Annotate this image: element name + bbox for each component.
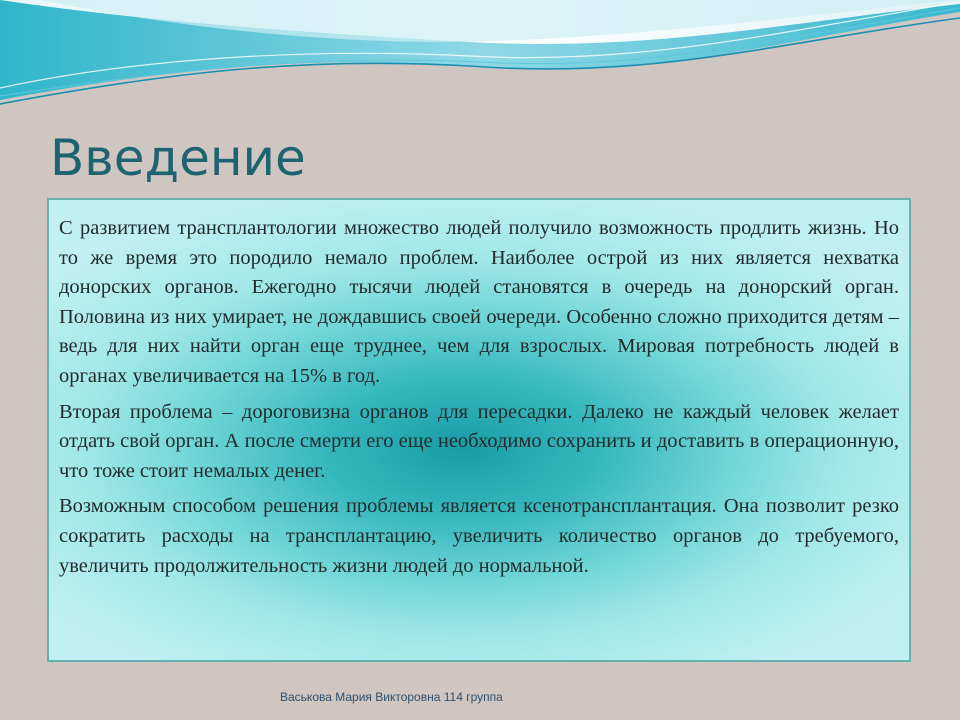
slide-title: Введение — [50, 129, 306, 187]
wave-decoration — [0, 0, 960, 120]
footer-author: Васькова Мария Викторовна 114 группа — [280, 690, 503, 704]
paragraph-1: С развитием трансплантологии множество людей получило возможность продлить жизнь. Но то же время это породило немало проблем. Наиболее острой из них является нехватка донорских органов. Ежегодно тысячи людей становятся в очередь на донорский орган. Половина из них умирает, не дождавшись своей очереди. Особенно сложно приходится детям – ведь для них найти орган еще труднее, чем для взрослых. Мировая потребность людей в органах увеличивается на 15% в год. — [59, 217, 899, 387]
paragraph-3: Возможным способом решения проблемы является ксенотрансплантация. Она позволит резко сократить расходы на трансплантацию, увеличить количество органов до требуемого, увеличить продолжительность жизни людей до нормальной. — [59, 495, 899, 577]
paragraph-2: Вторая проблема – дороговизна органов для пересадки. Далеко не каждый человек желает отдать свой орган. А после смерти его еще необходимо сохранить и доставить в операционную, что тоже стоит немалых денег. — [59, 400, 899, 482]
content-box — [47, 198, 911, 662]
